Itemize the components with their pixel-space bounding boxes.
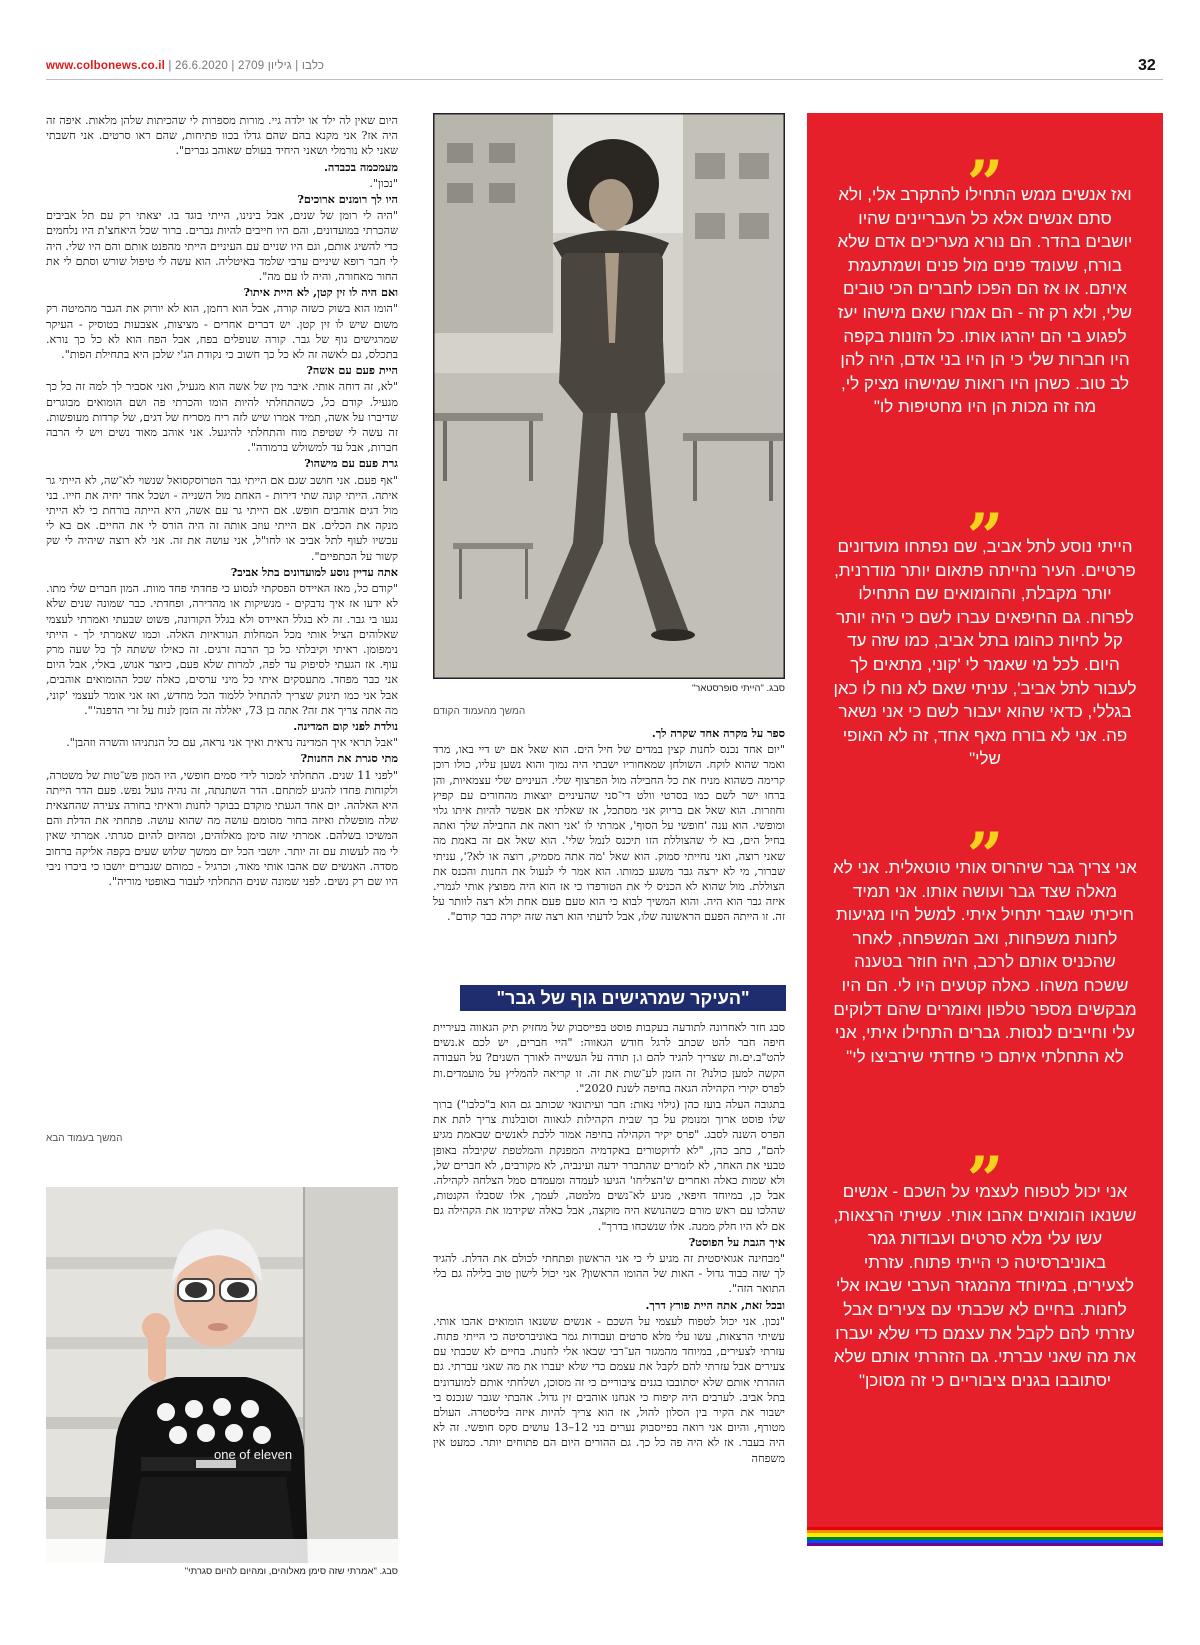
paragraph: "נכון". <box>369 176 398 190</box>
paragraph: "היה לי רומן של שנים, אבל בינינו, הייתי בוגד בו. יצאתי רק עם תל אביבים שהכרתי במועדונים, והם היו חייבים להיות גברים. ברור שכל היאחצ'ת היו נלחמים כדי להשיג אותם, וגם היו שניים עם העיניים הייתי מהפנט אותם והם היו שלי. היה לי חבר רופא שיניים ערבי שלמד באיטליה. הוא עשה לי טיפול שורש וסתם לי את החור מאחורה, והיה לו עם מה". <box>46 209 398 284</box>
paragraph: היום שאין לה ילד או ילדה גיי. מורות מספרות לי שהכיתות שלהן מלאות. איפה זה היה אז? אני מקנא בהם שהם גדלו בכוו פתיחות, שהם ראו סרטים. אני חשבתי שאני לא נורמלי ושאני היחיד בעולם שאוהב גברים". <box>46 114 398 158</box>
portrait-illustration <box>46 1187 398 1563</box>
photo-vintage-caption: סבג. "הייתי סופרסטאר" <box>691 683 785 694</box>
photo-portrait-caption: סבג. "אמרתי שזה סימן מאלוהים, ומהיום להיום סגרתי" <box>184 1566 398 1577</box>
paragraph: "קודם כל, מאז האיידס הפסקתי לנסוע כי פחדתי פחד מוות. המון חברים שלי מתו. לא ידעו אז איך נדבקים - מנשיקות או מהדירה, ופחדתי. כבר שמונה שנים שלא נגעו בי גבר. זה לא בגלל האיידס ולא בגלל הקורונה, פשוט שבעתי ואמרתי לעצמי שאלוהים הציל אותי מכל המחלות הנוראיות האלה. וכמו שאמרתי לך - הייתי נימפומן. ראיתי וקיבלתי כל כך הרבה זרגים. זה כאילו ששתה לך כל שעה מרק עוף. אז הגעתי לסיפוק עד לפה, למרות שלא פעם, כיוצר אנוש, באלי, אבל היום אני כבר מפחד. מתעסקים איתי כל מיני ערסים, כאלה שכל ההומואים אוהבים, אבל אני כמו תינוק שצריך להתחיל ללמוד הכל מחדש, ואז אני אומר לעצמי 'קוני, מה אתה צריך את זה? אתה בן 73, יאללה זה הזמן לנוח על זרי הדפנה'". <box>46 582 398 717</box>
photo-portrait-sunglasses <box>46 1187 398 1563</box>
vintage-photo-illustration <box>433 113 785 679</box>
interview-question: איך הגבת על הפוסט? <box>688 1234 785 1249</box>
paragraph: "מבחינה אגואיסטית זה מגיע לי כי אני הראשון ופתחתי לכולם את הדלת. להגיד לך שזה כבוד גדול - האות של ההומו הראשון? אני יכול לישון טוב בלילה גם בלי התואר הזה". <box>433 1252 785 1296</box>
interview-question: גרת פעם עם מישהו? <box>304 456 398 471</box>
quote-mark-icon: ” <box>966 150 1004 190</box>
site-url[interactable]: www.colbonews.co.il <box>46 60 166 72</box>
rainbow-band <box>807 1543 1163 1546</box>
headline-banner: "העיקר שמרגישים גוף של גבר" <box>460 985 786 1011</box>
interview-question: נולדת לפני קום המדינה. <box>293 718 398 733</box>
continued-next-label: המשך בעמוד הבא <box>46 1133 123 1144</box>
rainbow-stripe <box>807 1527 1163 1546</box>
shirt-text: one of eleven <box>214 1447 293 1462</box>
pull-quote-1: ואז אנשים ממש התחילו להתקרב אלי, ולא סתם אנשים אלא כל העבריינים שהיו יושבים בהדר. הם נורא מעריכים אדם שלא בורח, שעומד פנים מול פנים ושמתעמת איתם. או אז הם הפכו לחברים הכי טובים שלי, ולא רק זה - הם אמרו שאם מישהו יעז לפגוע בי הם יהרגו אותו. כל הזונות בקפה היו חברות שלי כי הן היו בני אדם, היה להן לב טוב. כשהן היו רואות שמישהו מציק לי, מה זה מכות הן היו מחטיפות לו" <box>837 185 1133 417</box>
paragraph: "הומו הוא בשוק כשזה קורה, אבל הוא רחמן, הוא לא יורוק את הגבר מהמיטה רק משום שיש לו זין קטן. יש דברים אחרים - מציצות, אצבעות בטוסיק - העיקר שמרגישים גוף של גבר. קורה שנופלים בפח, אבל הפח הוא לא כל כך נורא. בתכלס, גם לאשה זה לא כל כך חשוב כי נקודת הג'י שלכן היא בתחילת הפות". <box>46 302 398 362</box>
pull-quote-2: הייתי נוסע לתל אביב, שם נפתחו מועדונים פרטיים. העיר נהייתה פתאום יותר מודרנית, יותר מקבלת, וההומואים שם התחילו לפרוח. גם החיפאים עברו לשם כי היה יותר קל לחיות כהומו בתל אביב, כמו שזה עד היום. לכל מי שאמר לי 'קוני, מתאים לך לעבור לתל אביב', עניתי שאם לא נוח לו כאן בגללי, כדאי שהוא יעבור לשם כי אני נשאר פה. אני לא בורח מאף אחד, זה לא האופי שלי" <box>833 537 1137 769</box>
continued-from-label: המשך מהעמוד הקודם <box>433 706 526 717</box>
paragraph: "לפני 11 שנים. התחלתי למכור לידי סמים חופשי, היו המון פש־טות של משטרה, ולקוחות פחדו להגיע למתחם. הדר השתנתה, זה נהיה גועל נפש. פעם הדר הייתה היא האלהה. יום אחד הגעתי מוקדם בבוקר לחנות וראיתי בחורה צעירה שהחצאית שלה מופשלת ואיזה בחור מסומם עושה מה שהוא עושה. פתחתי את הדלת והם המשיכו בשלהם. אמרתי שזה סימן מאלוהים, ומהיום להיום סגרתי. אמרתי שאין לי מה לעשות עם זה יותר. יושבי הכל יום ממשך שלוש שעים בקפה אליקה ברחוב מסדה. האנשים שם אהבו אותי מאוד, וכרגיל - כמוהם שגברים יושבו כי ביכרו ניבי היו שם רק נשים. לפני שמונה שנים התחלתי לעבור באופטי מוריה". <box>46 768 398 888</box>
paragraph: בתגובה העלה בועז כהן (גילוי נאות: חבר ועיתונאי שכותב גם הוא ב"כלבו") ברוך שלו פוסט ארוך ומנומק על כך שבית הקהילות לגאווה וסובלנות צריך לתת את הפרס השנה לסבג. "פרס יקיר הקהילה בחיפה אמור ללכת לאנשים שבאמת מגיע להם", כתב כהן, "לא לדוקטורים באקדמיה המפנקת והמלטפת שקיבלה באופן טבעי את האחר, לא לזמרים שהתברר ידעה ועינביה, לא מקורבים, לא חברים של, ולא שמות כאלה ואחרים ש'הצליחו' הגיעו לעמדה ומעמדם סמל הצלחה לקהילה. אבל כן, במיוחד חיפאי, מגיע לא־נשים מלמטה, לעמך, אלו שסבלו הקנטות, שהלכו עם ראש מורם כשהנושא היה מוקצה, אבל כאלה שקידמו את הקהילה גם אם לא היו חלק ממנה. אלו שנשכחו בדרך". <box>433 1098 785 1233</box>
interview-question: ובכל זאת, אתה היית פורץ דרך. <box>645 1297 785 1312</box>
paragraph: "נכון. אני יכול לטפוח לעצמי על השכם - אנשים ששנאו הומואים אהבו אותי. עשיתי הרצאות, עשו עלי מלא סרטים ועבודות גמר באוניברסיטה כי הייתי פתוח. עזרתי לצעירים, במיוחד מהמגזר הע־רבי שבאו אלי לחנות. בחיים לא שכבתי עם צעירים אבל עזרתי להם לקבל את עצמם כדי שלא יעברו את מה שאני עברתי. גם הזהרתי אותם שלא יסתובבו בגנים ציבוריים כי זה מסוכן, ושלחתי אותם למועדונים בתל אביב. לערבים היה קיפוח כי אנחנו אוהבים זין גדול. אהבתי שגבר שנכנס בי ישבור את הקיר בין הסלון להול, אז הוא צריך להיות איזה בליסטרה. העולם מטורף, והיום אני רואה בפייסבוק נערים בני 12–13 עושים סקס חופשי. זה לא היה בעבר. אז לא היה פה כל כך. גם ההורים היום הם פתוחים יותר. כמעט אין משפחה <box>433 1314 785 1465</box>
interview-question: ספר על מקרה אחד שקרה לך. <box>651 726 785 740</box>
quote-mark-icon: ” <box>966 822 1004 862</box>
paragraph: "לא, זה דוחה אותי. איבר מין של אשה הוא מגעיל, ואני אסביר לך למה זה כל כך מגעיל. קודם כל, כשהתחלתי להיות הומו והכרתי פה ושם הומואים מבוגרים שדיברו על אשה, תמיד אמרו שיש לזה ריח מסריח של דגים, של קרדות מעופשות. זה עשה לי שטיפת מוח והתחלתי להיגעל. אני אוהב מאוד נשים ויש לי הרבה חברות, אבל עד למשולש ברמודה". <box>46 380 398 455</box>
page-number: 32 <box>1138 57 1156 74</box>
interview-question: היו לך רומנים ארוכים? <box>297 192 398 207</box>
text-column-left <box>46 113 398 1113</box>
pull-quote-3: אני צריך גבר שיהרוס אותי טוטאלית. אני לא מאלה שצד גבר ועושה אותו. אני תמיד חיכיתי שגבר יתחיל איתי. למשל היו מגיעות לחנות משפחות, ואב המשפחה, לאחר שהכניס אותם לרכב, היה חוזר בטענה ששכח משהו. כאלה קטעים היו לי. הם היו מבקשים מספר טלפון ואומרים שהם דלוקים עלי וחייבים לנסות. גברים התחילו איתי, אני לא התחלתי איתם כי פחדתי שירביצו לי" <box>833 858 1137 1066</box>
paragraph: "אף פעם. אני חושב שגם אם הייתי גבר הטרוסקסואל שנשוי לא־שה, לא הייתי גר איתה. הייתי קונה שתי דירות - האחת מול השנייה - ושכל אחד יחיה את חייו. בני מול דגים אוהבים חופש. אם הייתי גר עם אשה, היא הייתה בורחת כי לא הייתי מנקה את הכלים. אם הייתי עוזב אותה זה היה הורס לי את החיים. אם בא לי עכשיו לעוף לתל אביב או לחו"ל, אני עושה את זה. אני לא רוצה שיהיה לי שק קשור על הכתפיים". <box>46 473 398 563</box>
paragraph: סבג חזר לאחרונה לתודעה בעקבות פוסט בפייסבוק של מחזיק תיק הגאווה בעיריית חיפה חבר להט שכתב לרגל חודש הגאווה: "היי חברים, יש לכם א.נשים להט"ב.ים.ות שצריך להגיד להם ו.ן תודה על העשייה לאורך השנים? על העבודה הקשה למען כולנו? זה הזמן לע־שות את זה. זו קריאה להמליץ על מועמדים.ות לפרס יקירי הקהילה הגאה בחיפה לשנת 2020". <box>433 1021 785 1095</box>
issue-info: | כלבו | גיליון 2709 | 26.6.2020 <box>165 60 325 72</box>
interview-question: ואם היה לו זין קטן, לא היית איתו? <box>243 285 398 300</box>
interview-question: מעמכמה בכבדה. <box>324 159 398 174</box>
header-site-line <box>46 60 324 72</box>
interview-question: אתה עדיין נוסע למועדונים בתל אביב? <box>230 564 398 579</box>
paragraph: "יום אחד נכנס לחנות קצין במדים של חיל הים. הוא שאל אם יש דיי באו, מרד ואמר שהוא לוקח. השולחן שמאחוריו ישבתי היה נמוך והוא נשען עליו, כולו רוכן קרימה כשהוא מניח את כל החבילה מול הפרצוף שלי. העיניים שלי עצמאיות, והן ברחו ישר לשם כמו בסרטי וולט די־סני שהעיניים יוצאות מהחורים עם קפיץ וחוזרות. הוא שאל אם בריוק אני מסתכל, אז שאלתי אם אפשר להיות איתו גלוי ומופשי. הוא ענה 'חופשי על הסוף', אמרתי לו 'אני רואה את החבילה שלך ואתה בחיל הים, בא לי שהצוללת הזו תיכנס לנמל שלי'. הוא שאל אם זה באמת מה שאני רוצה, ואני נחייתי סמוק. הוא שאל 'מה אתה מסמיק, רוצה או לא?', עניתי שברור, מי לא ירצה גבר משגע כמותו. הוא אמר לי לנעול את החנות והכנס את הצוללת. מול שהוא לא הכניס לי את הטורפדו כי אז הוא היה מפוצץ אותי לגמרי. איזה גבר הוא היה. והוא המשיך לבוא כי הוא טעם פעם אחת ולא רצה לוותר על זה. זו הייתה הפעם הראשונה שלו, אבל לדעתי הוא רצה שזה יקרה כבר קודם". <box>433 743 785 924</box>
text-column-middle-bottom <box>433 1020 785 1594</box>
interview-question: מתי סגרת את החנות? <box>300 751 398 766</box>
pull-quote-4: אני יכול לטפוח לעצמי על השכם - אנשים ששנאו הומואים אהבו אותי. עשיתי הרצאות, עשו עלי מלא סרטים ועבודות גמר באוניברסיטה כי הייתי פתוח. עזרתי לצעירים, במיוחד מהמגזר הערבי שבאו אלי לחנות. בחיים לא שכבתי עם צעירים אבל עזרתי להם לקבל את עצמם כדי שלא יעברו את מה שאני עברתי. גם הזהרתי אותם שלא יסתובבו בגנים ציבוריים כי זה מסוכן" <box>833 1182 1137 1390</box>
paragraph: "אבל תראי איך המדינה נראית ואיך אני נראה, עם כל הנתניהו והשרה וזהבן". <box>66 736 398 750</box>
text-column-middle-top <box>433 726 785 978</box>
header-divider <box>46 79 1163 80</box>
quote-mark-icon: ” <box>966 503 1004 543</box>
interview-question: היית פעם עם אשה? <box>306 363 398 378</box>
quote-mark-icon: ” <box>966 1146 1004 1186</box>
photo-jumpsuit-vintage <box>433 113 785 679</box>
